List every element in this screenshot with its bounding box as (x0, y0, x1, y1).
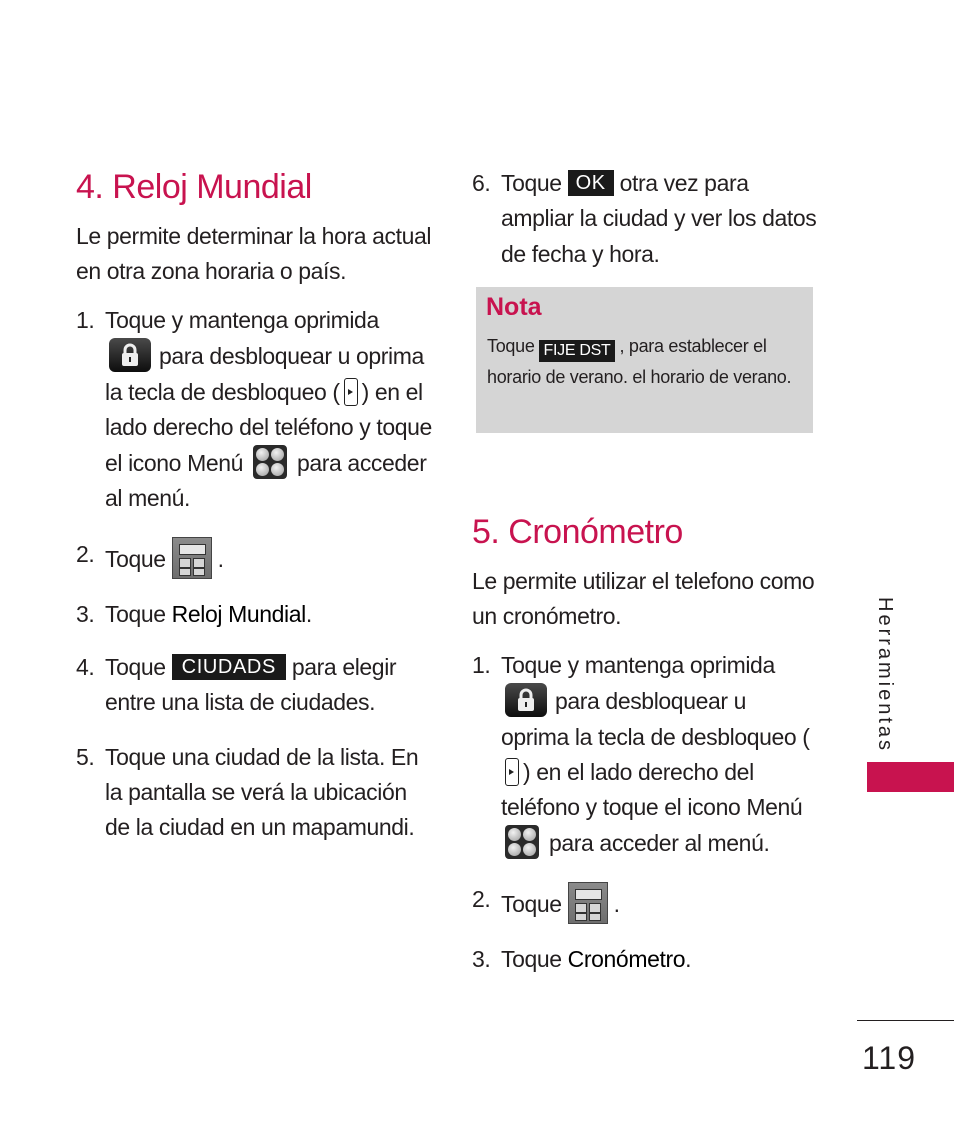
side-key-icon (505, 758, 519, 786)
section-intro: Le permite determinar la hora actual en otra zona horaria o país. (76, 223, 432, 284)
step-1: 1. Toque y mantenga oprimida para desbloquear u oprima la tecla de desbloqueo () en el lado derecho del teléfono y toque el icono Menú para acceder al menú. (472, 648, 817, 862)
section-title-reloj-mundial: 4. Reloj Mundial (76, 168, 312, 206)
step-3: 3. Toque Reloj Mundial. (76, 600, 312, 627)
page-number: 119 (862, 1040, 917, 1076)
left-column (76, 165, 436, 846)
steps-list (472, 648, 817, 977)
cronometro-label: Cronómetro (567, 945, 686, 972)
lock-icon (109, 338, 151, 372)
chapter-tab-marker (867, 762, 954, 792)
ciudads-softkey: CIUDADS (172, 654, 286, 680)
step-2: 2. Toque . (76, 537, 436, 579)
tools-calculator-icon (172, 537, 212, 579)
step-3: 3. Toque Cronómetro. (472, 945, 692, 972)
ok-softkey: OK (568, 170, 614, 196)
side-key-icon (344, 378, 358, 406)
tools-calculator-icon (568, 882, 608, 924)
note-text: Toque FIJE DST , para establecer el horario de verano. el horario de verano. (487, 336, 792, 387)
menu-icon (505, 825, 539, 859)
step-6-block (472, 166, 817, 272)
step-6: 6. Toque OK otra vez para ampliar la ciudad y ver los datos de fecha y hora. (472, 170, 817, 267)
lock-icon (505, 683, 547, 717)
page-number-rule (857, 1020, 954, 1021)
step-1: 1. Toque y mantenga oprimida para desbloquear u oprima la tecla de desbloqueo ( ) en el lado derecho del teléfono y toque el icono Menú para acceder al menú. (76, 307, 432, 512)
section-intro: Le permite utilizar el telefono como un cronómetro. (472, 568, 815, 629)
section-title-cronometro: 5. Cronómetro (472, 513, 683, 551)
menu-icon (253, 445, 287, 479)
reloj-mundial-label: Reloj Mundial (171, 600, 306, 627)
step-2: 2. Toque . (472, 882, 817, 924)
step-5: 5. Toque una ciudad de la lista. En la pantalla se verá la ubicación de la ciudad en un mapamundi. (76, 743, 419, 841)
note-title: Nota (486, 293, 542, 321)
steps-list (76, 303, 436, 846)
fije-dst-softkey: FIJE DST (539, 340, 616, 362)
note-box (476, 287, 813, 433)
step-4: 4. Toque CIUDADS para elegir entre una lista de ciudades. (76, 654, 397, 716)
cronometro-section (472, 510, 817, 977)
chapter-tab-label: Herramientas (874, 597, 896, 754)
